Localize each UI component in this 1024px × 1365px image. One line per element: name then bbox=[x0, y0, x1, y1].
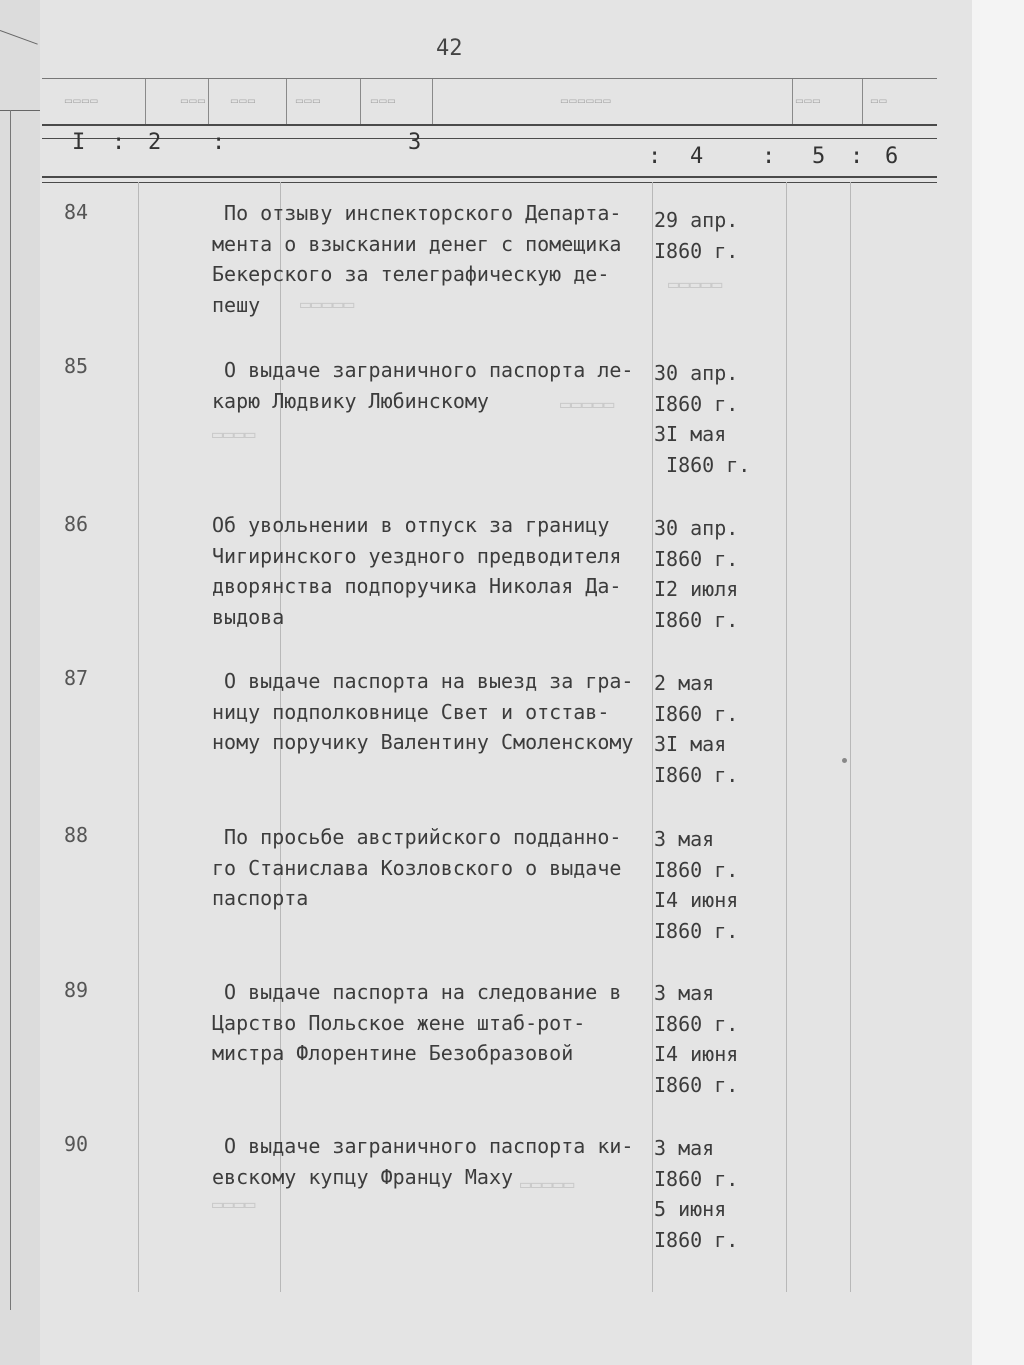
entry-number: 89 bbox=[64, 978, 89, 1002]
entry-dates: 29 апр. I860 г. bbox=[654, 208, 739, 263]
faint-header-text: ▭▭▭ bbox=[230, 96, 256, 106]
header-rule bbox=[42, 138, 937, 139]
entry-number: 85 bbox=[64, 354, 89, 378]
header-divider bbox=[208, 78, 209, 126]
column-separator: : bbox=[762, 144, 776, 169]
entry-number: 87 bbox=[64, 666, 89, 690]
entry-description: О выдаче заграничного паспорта ки- евскому купцу Францу Маху bbox=[212, 1134, 634, 1189]
entry-dates: 2 мая I860 г. 3I мая I860 г. bbox=[654, 671, 739, 787]
bleed-through-text: ▭▭▭▭▭ bbox=[668, 274, 723, 295]
entry-description: О выдаче паспорта на выезд за гра- ницу подполковнице Свет и отстав- ному поручику Валентину Смоленскому bbox=[212, 669, 634, 755]
column-number-rule bbox=[42, 182, 937, 183]
column-separator: : bbox=[850, 144, 864, 169]
header-divider bbox=[862, 78, 863, 126]
column-number: 4 bbox=[690, 144, 704, 169]
bleed-through-text: ▭▭▭▭▭ bbox=[300, 294, 355, 315]
entry-description: О выдаче паспорта на следование в Царство Польское жене штаб-рот- мистра Флорентине Безобразовой bbox=[212, 980, 622, 1066]
margin-rule bbox=[0, 30, 38, 45]
faint-header-text: ▭▭ bbox=[870, 96, 888, 106]
right-margin-strip bbox=[971, 0, 1024, 1365]
column-number-rule bbox=[42, 176, 937, 178]
faint-header-text: ▭▭▭ bbox=[795, 96, 821, 106]
column-separator: : bbox=[112, 130, 126, 155]
faint-header-text: ▭▭▭ bbox=[295, 96, 321, 106]
header-divider bbox=[792, 78, 793, 126]
entry-dates: 30 апр. I860 г. 3I мая I860 г. bbox=[654, 361, 751, 477]
entry-dates: 30 апр. I860 г. I2 июля I860 г. bbox=[654, 516, 739, 632]
bleed-through-text: ▭▭▭▭▭ bbox=[560, 394, 615, 415]
column-separator: : bbox=[212, 130, 226, 155]
bleed-through-text: ▭▭▭▭▭ bbox=[520, 1174, 575, 1195]
column-number: 5 bbox=[812, 144, 826, 169]
header-rule bbox=[42, 124, 937, 126]
entry-number: 86 bbox=[64, 512, 89, 536]
entry-description: О выдаче заграничного паспорта ле- карю Людвику Любинскому bbox=[212, 358, 634, 413]
header-top-rule bbox=[42, 78, 937, 79]
column-number: 2 bbox=[148, 130, 162, 155]
faint-header-text: ▭▭▭▭ bbox=[64, 96, 99, 106]
bleed-through-text: ▭▭▭▭ bbox=[212, 1194, 256, 1215]
header-divider bbox=[432, 78, 433, 126]
page-number: 42 bbox=[436, 36, 463, 61]
entry-number: 88 bbox=[64, 823, 89, 847]
column-guide bbox=[786, 182, 787, 1292]
header-divider bbox=[360, 78, 361, 126]
header-divider bbox=[145, 78, 146, 126]
column-number: I bbox=[72, 130, 86, 155]
entry-number: 90 bbox=[64, 1132, 89, 1156]
paper-speck bbox=[842, 758, 847, 763]
margin-rule bbox=[0, 110, 40, 111]
bleed-through-text: ▭▭▭▭ bbox=[212, 424, 256, 445]
column-guide bbox=[850, 182, 851, 1292]
header-divider bbox=[286, 78, 287, 126]
document-page bbox=[40, 0, 972, 1365]
column-guide bbox=[138, 182, 139, 1292]
faint-header-text: ▭▭▭▭▭▭ bbox=[560, 96, 612, 106]
entry-description: По отзыву инспекторского Департа- мента о взыскании денег с помещика Бекерского за телеграфическую де- пешу bbox=[212, 201, 622, 317]
entry-dates: 3 мая I860 г. 5 июня I860 г. bbox=[654, 1136, 739, 1252]
entry-dates: 3 мая I860 г. I4 июня I860 г. bbox=[654, 981, 739, 1097]
faint-header-text: ▭▭▭ bbox=[180, 96, 206, 106]
column-number: 6 bbox=[885, 144, 899, 169]
faint-header-text: ▭▭▭ bbox=[370, 96, 396, 106]
entry-number: 84 bbox=[64, 200, 89, 224]
column-number: 3 bbox=[408, 130, 422, 155]
entry-dates: 3 мая I860 г. I4 июня I860 г. bbox=[654, 827, 739, 943]
margin-rule bbox=[10, 110, 11, 1310]
left-margin-strip bbox=[0, 0, 41, 1365]
column-separator: : bbox=[648, 144, 662, 169]
entry-description: По просьбе австрийского подданно- го Станислава Козловского о выдаче паспорта bbox=[212, 825, 622, 911]
entry-description: Об увольнении в отпуск за границу Чигиринского уездного предводителя дворянства подпоручика Николая Да- выдова bbox=[212, 513, 622, 629]
